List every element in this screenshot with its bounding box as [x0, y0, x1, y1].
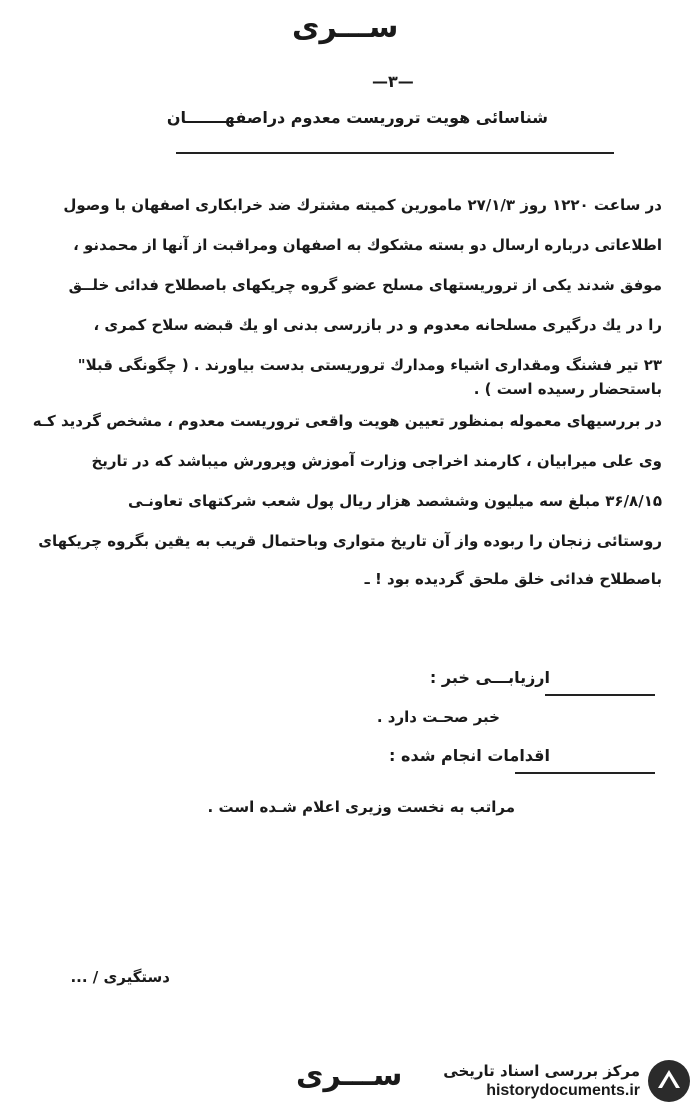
body-line: باستحضار رسيده است ) .: [473, 380, 662, 398]
body-line: ٢٣ تير فشنگ ومقدارى اشياء ومدارك تروريستى بدست بياورند . ( چگونگى قبلا": [77, 356, 662, 374]
classification-top: ســـرى: [292, 10, 399, 45]
body-line: روستائى زنجان را ربوده واز آن تاريخ متوارى وباحتمال قريب به يقين بگروه چريكهاى: [38, 532, 662, 550]
evaluation-text: خبر صحـت دارد .: [376, 708, 500, 726]
body-line: وى على ميرابيان ، كارمند اخراجى وزارت آموزش وپرورش ميباشد كه در تاريخ: [91, 452, 662, 470]
body-line: در ساعت ۱۲۲۰ روز ۲۷/۱/۳ مامورين كميته مشترك ضد خرابكارى اصفهان با وصول: [63, 196, 662, 214]
body-line: باصطلاح فدائى خلق ملحق گرديده بود ! ـ: [364, 570, 662, 588]
body-line: اطلاعاتى درباره ارسال دو بسته مشكوك به اصفهان ومراقبت از آنها از محمدنو ،: [73, 236, 662, 254]
evaluation-underline: [545, 694, 655, 696]
body-line: را در يك درگيرى مسلحانه معدوم و در بازرسى بدنى او يك قبضه سلاح كمرى ،: [93, 316, 662, 334]
document-title: شناسائى هويت تروريست معدوم دراصفهـــــــان: [166, 108, 548, 127]
classification-bottom: ســـرى: [296, 1058, 403, 1093]
actions-text: مراتب به نخست وزيرى اعلام شـده است .: [207, 798, 515, 816]
body-line: موفق شدند يكى از تروريستهاى مسلح عضو گروه چريكهاى باصطلاح فدائى خلــق: [68, 276, 662, 294]
actions-underline: [515, 772, 655, 774]
body-line: در بررسيهاى معموله بمنظور تعيين هويت واقعى تروريست معدوم ، مشخص گرديد كـه: [32, 412, 662, 430]
watermark-org: مرکز بررسی اسناد تاریخی: [443, 1062, 640, 1080]
archive-logo-icon: [646, 1058, 692, 1104]
distribution-note: دستگيرى / ...: [70, 968, 170, 986]
watermark: [420, 1062, 640, 1100]
page-number: —٣—: [372, 72, 414, 91]
actions-heading: اقدامات انجام شده :: [389, 746, 550, 765]
watermark-url: historydocuments.ir: [486, 1082, 640, 1099]
body-line: ۳۶/۸/۱۵ مبلغ سه ميليون وششصد هزار ريال پول شعب شركتهاى تعاونـى: [127, 492, 662, 510]
evaluation-heading: ارزيابـــى خبر :: [429, 668, 550, 687]
title-underline: [176, 152, 614, 154]
